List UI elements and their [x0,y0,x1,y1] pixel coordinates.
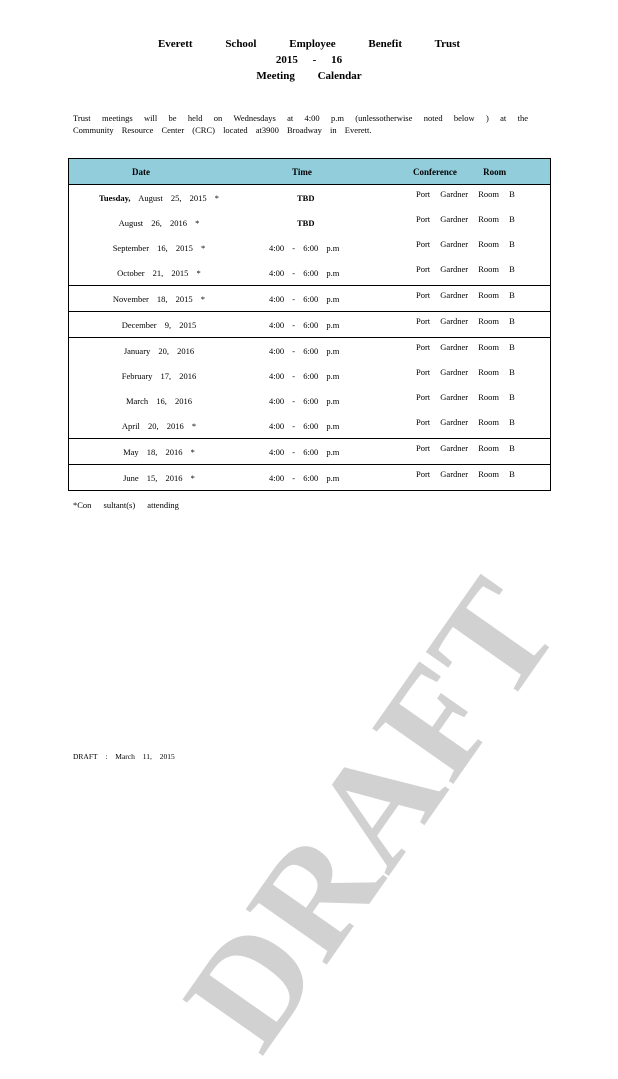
meeting-time: 4:00 - 6:00 p.m [269,421,340,431]
meeting-date [69,218,249,228]
table-row-group [69,285,550,311]
table-row [69,465,550,490]
meeting-location: Port Gardner Room B [416,392,515,402]
meeting-time: 4:00 - 6:00 p.m [269,473,340,483]
table-row [69,439,550,464]
meeting-date [69,473,249,483]
meeting-date [69,346,249,356]
table-row [69,260,550,285]
meeting-date-text: April 20, 2016 * [121,421,197,431]
meeting-date [69,268,249,278]
meeting-day: Tuesday, [98,193,131,203]
draft-watermark: DRAFT [152,550,591,1077]
table-row-group [69,185,550,285]
table-row [69,286,550,311]
meeting-location: Port Gardner Room B [416,342,515,352]
meeting-time: 4:00 - 6:00 p.m [269,447,340,457]
meeting-location: Port Gardner Room B [416,469,515,479]
document-title: Everett School Employee Benefit Trust [157,38,461,50]
meeting-date [69,193,249,203]
meeting-time: 4:00 - 6:00 p.m [269,320,340,330]
meeting-location: Port Gardner Room B [416,417,515,427]
meeting-location: Port Gardner Room B [416,367,515,377]
table-row-group [69,337,550,438]
header-date: Date [132,167,150,177]
meeting-location: Port Gardner Room B [416,443,515,453]
meeting-location: Port Gardner Room B [416,264,515,274]
meeting-location: Port Gardner Room B [416,214,515,224]
meeting-time: TBD [297,218,315,228]
meeting-date [69,243,249,253]
meeting-date-text: February 17, 2016 [121,371,197,381]
table-header [69,159,550,185]
meeting-date [69,447,249,457]
meeting-date-text: June 15, 2016 * [123,473,195,483]
meeting-time: TBD [297,193,315,203]
meeting-time: 4:00 - 6:00 p.m [269,346,340,356]
meeting-time: 4:00 - 6:00 p.m [269,396,340,406]
table-row-group [69,438,550,464]
header-conference-room: Conference Room [413,167,507,177]
table-row-group [69,311,550,337]
footnote: *Con sultant(s) attending [73,500,179,510]
intro-paragraph: Trust meetings will be held on Wednesdays at 4:00 p.m (unlessotherwise noted below ) at the Community Resource Center (CRC) located at3900 Broadway in Everett. [73,113,528,135]
meeting-location: Port Gardner Room B [416,290,515,300]
table-row [69,235,550,260]
table-row [69,185,550,210]
meeting-location: Port Gardner Room B [416,316,515,326]
document-subtitle: Meeting Calendar [256,70,362,82]
table-row [69,210,550,235]
meeting-date [69,396,249,406]
meeting-table [68,158,551,491]
table-body [69,185,550,490]
meeting-time: 4:00 - 6:00 p.m [269,371,340,381]
table-row [69,338,550,363]
document-year: 2015 - 16 [275,54,343,66]
meeting-location: Port Gardner Room B [416,239,515,249]
table-row [69,413,550,438]
meeting-date [69,320,249,330]
meeting-date-text: November 18, 2015 * [112,294,206,304]
meeting-date [69,421,249,431]
table-row [69,363,550,388]
meeting-date-text: December 9, 2015 [121,320,197,330]
meeting-date-text: May 18, 2016 * [123,447,195,457]
footer-draft-date: DRAFT : March 11, 2015 [73,752,175,761]
table-row [69,312,550,337]
meeting-date [69,371,249,381]
meeting-time: 4:00 - 6:00 p.m [269,294,340,304]
meeting-date-text: March 16, 2016 [125,396,193,406]
table-row [69,388,550,413]
meeting-date-text: January 20, 2016 [123,346,195,356]
meeting-time: 4:00 - 6:00 p.m [269,268,340,278]
table-row-group [69,464,550,490]
meeting-date-text: October 21, 2015 * [117,268,201,278]
meeting-date-text: August 25, 2015 * [138,193,220,203]
meeting-location: Port Gardner Room B [416,189,515,199]
meeting-date-text: August 26, 2016 * [118,218,200,228]
meeting-date [69,294,249,304]
header-time: Time [292,167,312,177]
meeting-time: 4:00 - 6:00 p.m [269,243,340,253]
meeting-date-text: September 16, 2015 * [112,243,206,253]
